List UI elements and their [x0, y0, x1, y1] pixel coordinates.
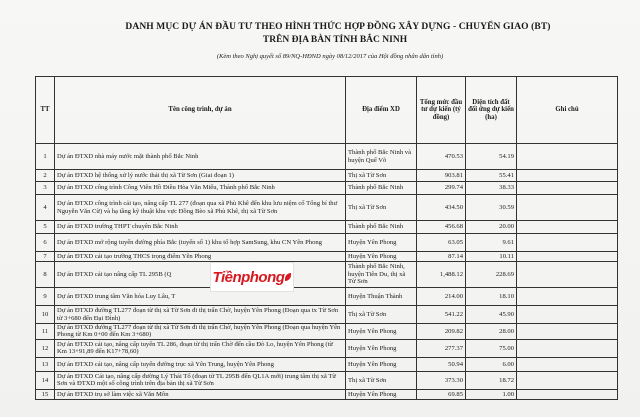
table-header-row — [36, 77, 618, 144]
cell-note — [517, 324, 618, 340]
header-total: Tổng mức đầu tư dự kiến (tỷ đồng) — [417, 77, 466, 144]
cell-total: 541.22 — [417, 306, 466, 324]
cell-name: Dự án ĐTXD nhà máy nước mặt thành phố Bắc Ninh — [55, 144, 346, 170]
cell-note — [517, 288, 618, 306]
cell-area: 228.69 — [466, 262, 517, 288]
cell-name: Dự án ĐTXD trụ sở làm việc xã Văn Môn — [55, 389, 346, 399]
cell-name: Dự án ĐTXD đường TL277 đoạn từ thị xã Từ Sơn đi thị trấn Chờ, huyện Yên Phong (Đoạn qua tx Từ Sơn từ 3+680 đến Đại Đình) — [55, 306, 346, 324]
cell-total: 456.68 — [417, 221, 466, 234]
table-row — [36, 234, 618, 252]
header-tt: TT — [36, 77, 55, 144]
cell-area: 38.33 — [466, 182, 517, 195]
document-subtitle: (Kèm theo Nghị quyết số 89/NQ-HĐND ngày 08/12/2017 của Hội đồng nhân dân tỉnh) — [216, 53, 444, 60]
table-row — [36, 252, 618, 262]
cell-note — [517, 170, 618, 182]
cell-location: Thành phố Bắc Ninh — [346, 221, 417, 234]
cell-total: 209.82 — [417, 324, 466, 340]
cell-area: 18.72 — [466, 371, 517, 389]
table-row — [36, 371, 618, 389]
cell-tt: 3 — [36, 182, 55, 195]
cell-location: Thành phố Bắc Ninh, huyện Tiên Du, thị xã Từ Sơn — [346, 262, 417, 288]
cell-note — [517, 389, 618, 399]
project-table — [35, 76, 618, 400]
table-row — [36, 262, 618, 288]
cell-area: 30.59 — [466, 195, 517, 221]
cell-area: 9.61 — [466, 234, 517, 252]
cell-location: Huyện Yên Phong — [346, 389, 417, 399]
cell-total: 1,488.12 — [417, 262, 466, 288]
cell-total: 63.05 — [417, 234, 466, 252]
cell-note — [517, 221, 618, 234]
cell-total: 277.37 — [417, 339, 466, 357]
tienphong-watermark-logo — [210, 262, 294, 292]
table-row — [36, 288, 618, 306]
cell-location: Huyện Thuận Thành — [346, 288, 417, 306]
cell-name: Dự án ĐTXD cải tạo nâng cấp TL 295B (Q — [55, 262, 346, 288]
cell-note — [517, 144, 618, 170]
cell-tt: 7 — [36, 252, 55, 262]
cell-location: Thị xã Từ Sơn — [346, 371, 417, 389]
table-row — [36, 324, 618, 340]
cell-note — [517, 182, 618, 195]
cell-tt: 14 — [36, 371, 55, 389]
cell-name: Dự án ĐTXD cải tạo, nâng cấp tuyến đường trục xã Yên Trung, huyện Yên Phong — [55, 357, 346, 371]
cell-name: Dự án ĐTXD cải tạo, nâng cấp tuyến TL 286, đoạn từ thị trấn Chờ đến cầu Đò Lo, huyện Yên Phong (từ Km 13+91,89 đến K17+78,60) — [55, 339, 346, 357]
cell-name: Dự án ĐTXD trường THPT chuyên Bắc Ninh — [55, 221, 346, 234]
cell-total: 87.14 — [417, 252, 466, 262]
document-title-line2: TRÊN ĐỊA BÀN TỈNH BẮC NINH — [262, 35, 408, 45]
cell-location: Huyện Yên Phong — [346, 339, 417, 357]
header-note: Ghi chú — [517, 77, 618, 144]
cell-tt: 6 — [36, 234, 55, 252]
cell-note — [517, 371, 618, 389]
cell-location: Huyện Yên Phong — [346, 234, 417, 252]
cell-total: 299.74 — [417, 182, 466, 195]
cell-total: 373.30 — [417, 371, 466, 389]
cell-tt: 13 — [36, 357, 55, 371]
cell-tt: 10 — [36, 306, 55, 324]
watermark-text: Tiềnphong — [212, 268, 285, 286]
table-row — [36, 221, 618, 234]
document-title: DANH MỤC DỰ ÁN ĐẦU TƯ THEO HÌNH THỨC HỢP ĐỒNG XÂY DỰNG - CHUYỂN GIAO (BT) — [125, 22, 551, 32]
cell-tt: 11 — [36, 324, 55, 340]
cell-tt: 12 — [36, 339, 55, 357]
cell-name: Dự án ĐTXD mở rộng tuyến đường phía Bắc (tuyến số 1) khu tổ hợp SamSung, khu CN Yên Phong — [55, 234, 346, 252]
cell-total: 434.50 — [417, 195, 466, 221]
cell-location: Thị xã Từ Sơn — [346, 195, 417, 221]
cell-area: 6.00 — [466, 357, 517, 371]
cell-name: Dự án ĐTXD công trình Công Viên Hồ Điều Hòa Văn Miếu, Thành phố Bắc Ninh — [55, 182, 346, 195]
cell-area: 55.41 — [466, 170, 517, 182]
table-row — [36, 170, 618, 182]
cell-note — [517, 306, 618, 324]
table-row — [36, 357, 618, 371]
cell-location: Huyện Yên Phong — [346, 324, 417, 340]
table-row — [36, 389, 618, 399]
table-row — [36, 195, 618, 221]
cell-area: 75.00 — [466, 339, 517, 357]
header-name: Tên công trình, dự án — [55, 77, 346, 144]
table-row — [36, 306, 618, 324]
cell-location: Huyện Yên Phong — [346, 252, 417, 262]
cell-area: 10.11 — [466, 252, 517, 262]
cell-location: Thành phố Bắc Ninh — [346, 182, 417, 195]
cell-tt: 1 — [36, 144, 55, 170]
cell-note — [517, 357, 618, 371]
cell-tt: 5 — [36, 221, 55, 234]
cell-area: 28.00 — [466, 324, 517, 340]
cell-tt: 4 — [36, 195, 55, 221]
leaf-icon — [285, 273, 291, 281]
cell-name: Dự án ĐTXD công trình cải tạo, nâng cấp TL 277 (đoạn qua xã Phù Khê đến khu lưu niệm cố Tổng bí thư Nguyễn Văn Cừ) và hạ tầng kỹ thuật khu vực Đồng Bèo xã Phù Khê, thị xã Từ Sơn — [55, 195, 346, 221]
cell-note — [517, 339, 618, 357]
header-location: Địa điểm XD — [346, 77, 417, 144]
cell-location: Thị xã Từ Sơn — [346, 170, 417, 182]
cell-total: 50.94 — [417, 357, 466, 371]
cell-total: 214.00 — [417, 288, 466, 306]
cell-area: 54.19 — [466, 144, 517, 170]
cell-note — [517, 234, 618, 252]
cell-location: Thành phố Bắc Ninh và huyện Quế Võ — [346, 144, 417, 170]
cell-name: Dự án ĐTXD hệ thống xử lý nước thải thị xã Từ Sơn (Giai đoạn 1) — [55, 170, 346, 182]
cell-name: Dự án ĐTXD cải tạo trường THCS trọng điểm Yên Phong — [55, 252, 346, 262]
cell-tt: 15 — [36, 389, 55, 399]
cell-area: 20.00 — [466, 221, 517, 234]
cell-location: Huyện Yên Phong — [346, 357, 417, 371]
table-row — [36, 144, 618, 170]
cell-note — [517, 252, 618, 262]
cell-name: Dự án ĐTXD trung tâm Văn hóa Luy Lâu, T — [55, 288, 346, 306]
cell-note — [517, 195, 618, 221]
header-area: Diện tích đất đối ứng dự kiến (ha) — [466, 77, 517, 144]
cell-total: 69.85 — [417, 389, 466, 399]
table-row — [36, 182, 618, 195]
cell-area: 1.00 — [466, 389, 517, 399]
cell-area: 45.90 — [466, 306, 517, 324]
cell-tt: 8 — [36, 262, 55, 288]
cell-area: 18.10 — [466, 288, 517, 306]
cell-tt: 2 — [36, 170, 55, 182]
cell-note — [517, 262, 618, 288]
table-row — [36, 339, 618, 357]
cell-tt: 9 — [36, 288, 55, 306]
cell-total: 470.53 — [417, 144, 466, 170]
cell-name: Dự án ĐTXD Cải tạo, nâng cấp đường Lý Thái Tổ (đoạn từ TL 295B đến QL1A mới) trung tâm thị xã Từ Sơn và ĐTXD một số công trình trên địa bàn thị xã Từ Sơn — [55, 371, 346, 389]
cell-total: 903.81 — [417, 170, 466, 182]
cell-name: Dự án ĐTXD đường TL277 đoạn từ thị xã Từ Sơn đi thị trấn Chờ, huyện Yên Phong (Đoạn qua huyện Yên Phong từ Km 0+00 đến Km 3+680) — [55, 324, 346, 340]
cell-location: Thị xã Từ Sơn — [346, 306, 417, 324]
